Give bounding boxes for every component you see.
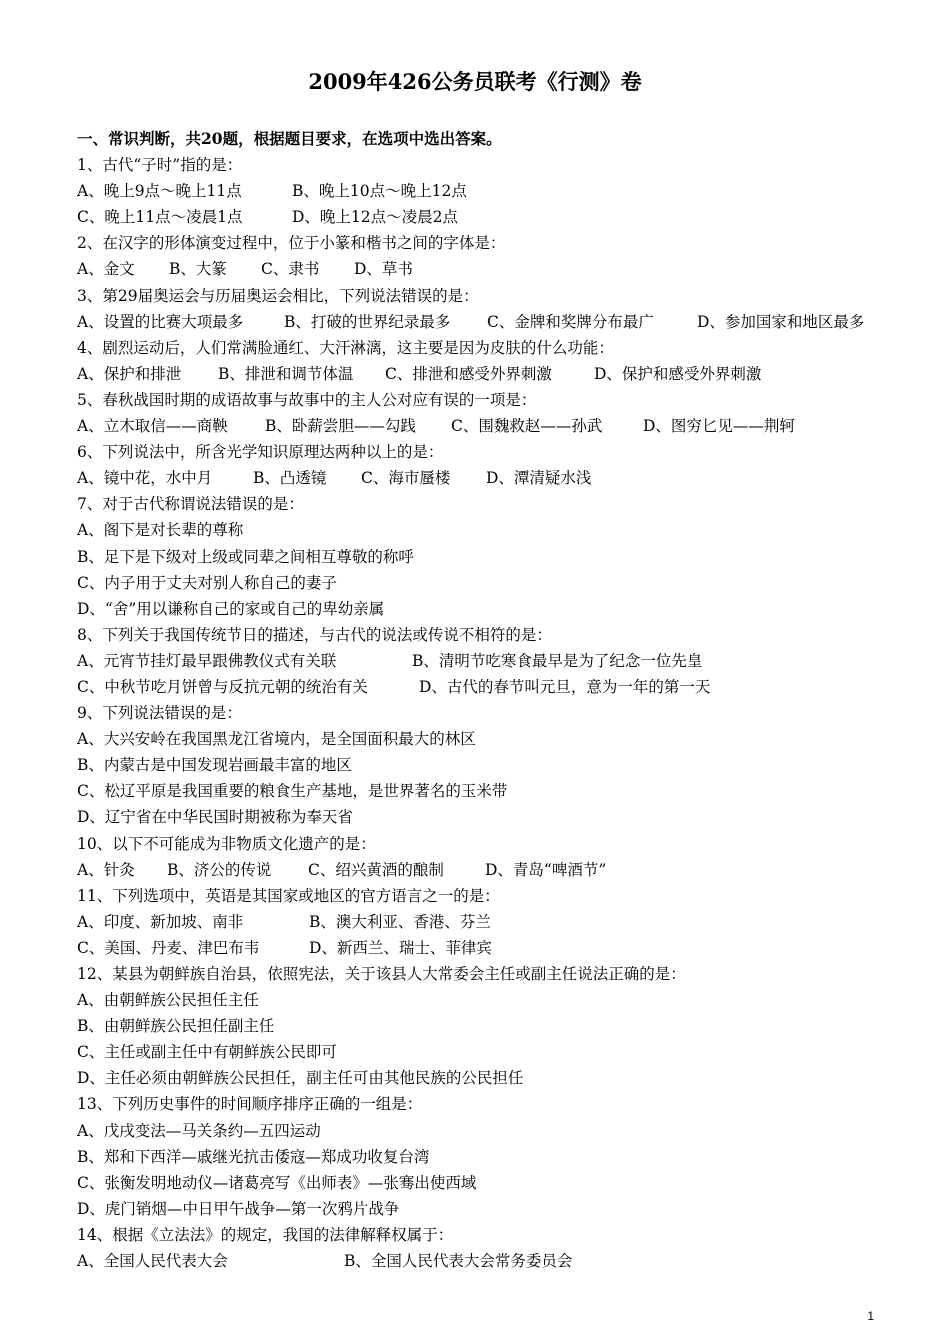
answer-option: B、排泄和调节体温 <box>218 364 354 383</box>
options-line <box>77 1248 907 1274</box>
options-line <box>77 857 907 883</box>
question-text: 6、下列说法中，所含光学知识原理达两种以上的是： <box>77 443 444 462</box>
question-text: 9、下列说法错误的是： <box>77 704 242 723</box>
answer-option: A、立木取信——商鞅 <box>77 417 228 436</box>
answer-option: A、镜中花，水中月 <box>77 469 213 488</box>
answer-option: C、美国、丹麦、津巴布韦 <box>77 938 260 957</box>
answer-option: A、元宵节挂灯最早跟佛教仪式有关联 <box>77 651 337 670</box>
answer-option: D、保护和感受外界刺激 <box>594 364 762 383</box>
answer-option: C、绍兴黄酒的酿制 <box>308 860 444 879</box>
answer-option: C、金牌和奖牌分布最广 <box>487 312 654 331</box>
options-line <box>77 648 907 674</box>
answer-option: C、内子用于丈夫对别人称自己的妻子 <box>77 573 337 592</box>
answer-option: D、“舍”用以谦称自己的家或自己的卑幼亲属 <box>77 599 385 618</box>
answer-option: B、全国人民代表大会常务委员会 <box>344 1252 573 1271</box>
options-line <box>77 309 907 335</box>
question-text: 3、第29届奥运会与历届奥运会相比，下列说法错误的是： <box>77 286 479 305</box>
options-line <box>77 413 907 439</box>
question-text: 8、下列关于我国传统节日的描述，与古代的说法或传说不相符的是： <box>77 625 552 644</box>
answer-option: B、凸透镜 <box>253 469 327 488</box>
answer-option: A、金文 <box>77 260 135 279</box>
answer-option: A、全国人民代表大会 <box>77 1252 228 1271</box>
answer-option: B、打破的世界纪录最多 <box>284 312 451 331</box>
answer-option: A、晚上9点～晚上11点 <box>77 182 242 201</box>
answer-option: C、主任或副主任中有朝鲜族公民即可 <box>77 1043 337 1062</box>
answer-option: B、晚上10点～晚上12点 <box>292 182 467 201</box>
answer-option: A、针灸 <box>77 860 135 879</box>
section-heading: 一、常识判断，共20题，根据题目要求，在选项中选出答案。 <box>77 129 502 148</box>
answer-option: A、保护和排泄 <box>77 364 182 383</box>
answer-option: D、古代的春节叫元旦，意为一年的第一天 <box>419 677 711 696</box>
answer-option: B、卧薪尝胆——勾践 <box>265 417 416 436</box>
question-text: 2、在汉字的形体演变过程中，位于小篆和楷书之间的字体是： <box>77 234 506 253</box>
answer-option: A、印度、新加坡、南非 <box>77 912 244 931</box>
answer-option: A、戊戌变法—马关条约—五四运动 <box>77 1121 321 1140</box>
options-line <box>77 909 907 935</box>
answer-option: C、中秋节吃月饼曾与反抗元朝的统治有关 <box>77 677 368 696</box>
question-text: 13、下列历史事件的时间顺序排序正确的一组是： <box>77 1095 423 1114</box>
answer-option: C、排泄和感受外界刺激 <box>385 364 552 383</box>
answer-option: C、围魏救赵——孙武 <box>451 417 603 436</box>
question-text: 5、春秋战国时期的成语故事与故事中的主人公对应有误的一项是： <box>77 390 537 409</box>
options-line <box>77 935 907 961</box>
answer-option: D、参加国家和地区最多 <box>697 312 865 331</box>
answer-option: C、松辽平原是我国重要的粮食生产基地，是世界著名的玉米带 <box>77 782 508 801</box>
question-text: 11、下列选项中，英语是其国家或地区的官方语言之一的是： <box>77 886 500 905</box>
answer-option: D、新西兰、瑞士、菲律宾 <box>309 938 492 957</box>
answer-option: B、由朝鲜族公民担任副主任 <box>77 1017 275 1036</box>
options-line <box>77 256 907 282</box>
question-text: 14、根据《立法法》的规定，我国的法律解释权属于： <box>77 1225 454 1244</box>
answer-option: B、澳大利亚、香港、芬兰 <box>309 912 491 931</box>
document-body <box>77 126 907 1274</box>
answer-option: A、阁下是对长辈的尊称 <box>77 521 244 540</box>
answer-option: D、虎门销烟—中日甲午战争—第一次鸦片战争 <box>77 1199 400 1218</box>
answer-option: B、清明节吃寒食最早是为了纪念一位先皇 <box>412 651 703 670</box>
options-line <box>77 178 907 204</box>
answer-option: C、张衡发明地动仪—诸葛亮写《出师表》—张骞出使西域 <box>77 1173 477 1192</box>
answer-option: D、辽宁省在中华民国时期被称为奉天省 <box>77 808 353 827</box>
answer-option: D、草书 <box>354 260 413 279</box>
question-text: 12、某县为朝鲜族自治县，依照宪法，关于该县人大常委会主任或副主任说法正确的是： <box>77 965 686 983</box>
answer-option: B、内蒙古是中国发现岩画最丰富的地区 <box>77 756 352 775</box>
question-text: 4、剧烈运动后，人们常满脸通红、大汗淋漓，这主要是因为皮肤的什么功能： <box>77 338 614 357</box>
answer-option: A、大兴安岭在我国黑龙江省境内，是全国面积最大的林区 <box>77 730 476 749</box>
answer-option: D、图穷匕见——荆轲 <box>643 417 795 436</box>
options-line <box>77 204 907 230</box>
options-line <box>77 465 907 491</box>
answer-option: A、由朝鲜族公民担任主任 <box>77 991 259 1010</box>
question-text: 7、对于古代称谓说法错误的是： <box>77 495 304 514</box>
answer-option: B、大篆 <box>169 260 227 279</box>
answer-option: D、青岛“啤酒节” <box>485 860 607 879</box>
document-title: 2009年426公务员联考《行测》卷 <box>308 69 642 94</box>
answer-option: C、海市蜃楼 <box>361 469 451 488</box>
question-text: 10、以下不可能成为非物质文化遗产的是： <box>77 834 376 853</box>
options-line <box>77 674 907 700</box>
options-line <box>77 361 907 387</box>
question-text: 1、古代“子时”指的是： <box>77 156 243 175</box>
answer-option: D、主任必须由朝鲜族公民担任，副主任可由其他民族的公民担任 <box>77 1069 524 1088</box>
page-number: 1 <box>867 1309 874 1323</box>
answer-option: B、郑和下西洋—戚继光抗击倭寇—郑成功收复台湾 <box>77 1147 430 1166</box>
answer-option: D、晚上12点～凌晨2点 <box>292 208 459 227</box>
answer-option: A、设置的比赛大项最多 <box>77 312 244 331</box>
answer-option: C、晚上11点～凌晨1点 <box>77 208 243 227</box>
answer-option: B、济公的传说 <box>167 860 272 879</box>
answer-option: D、潭清疑水浅 <box>486 469 592 488</box>
answer-option: C、隶书 <box>261 260 320 279</box>
answer-option: B、足下是下级对上级或同辈之间相互尊敬的称呼 <box>77 547 414 566</box>
